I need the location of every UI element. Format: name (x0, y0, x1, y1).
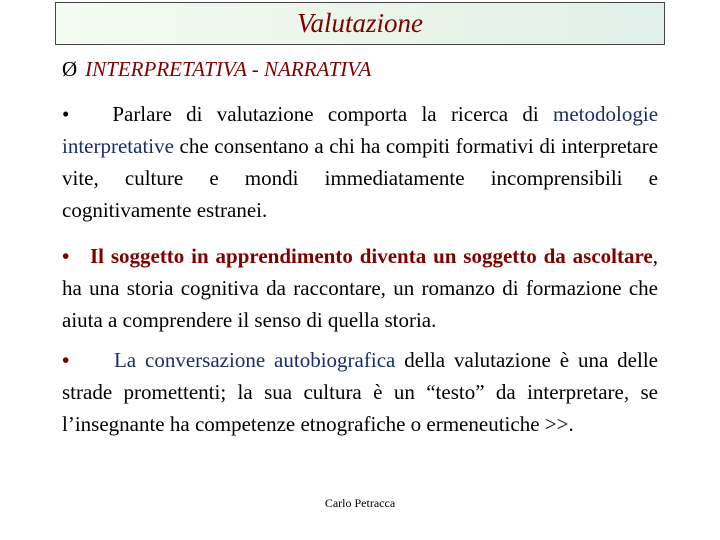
title-box (55, 2, 665, 45)
bullet-icon: • (62, 244, 70, 268)
paragraph-2-bold: Il soggetto in apprendimento diventa un soggetto da ascoltare (89, 244, 653, 268)
paragraph-3-text: della valutazione è una delle strade promettenti; la sua cultura è un “testo” da interpretare, se l’insegnante ha competenze etnografiche o ermeneutiche >>. (62, 348, 658, 436)
subtitle-text: INTERPRETATIVA - NARRATIVA (85, 57, 372, 81)
author-footer: Carlo Petracca (324, 496, 396, 510)
paragraph-3 (62, 344, 658, 440)
section-subtitle (62, 57, 371, 82)
bullet-icon: • (62, 348, 70, 372)
paragraph-1-text-a: Parlare di valutazione comporta la ricerca di (112, 102, 539, 126)
paragraph-2 (62, 240, 658, 336)
paragraph-3-highlight: La conversazione autobiografica (113, 348, 396, 372)
page-title: Valutazione (297, 8, 423, 38)
bullet-icon: • (62, 102, 70, 126)
paragraph-1-highlight: metodologie interpretative (62, 102, 659, 158)
paragraph-1-text-b: che consentano a chi ha compiti formativi di interpretare vite, culture e mondi immediatamente incomprensibili e cognitivamente estranei. (62, 134, 659, 222)
paragraph-2-text: , ha una storia cognitiva da raccontare, un romanzo di formazione che aiuta a comprendere il senso di quella storia. (62, 244, 658, 332)
arrow-bullet-icon: Ø (62, 57, 78, 81)
paragraph-1 (62, 98, 658, 226)
